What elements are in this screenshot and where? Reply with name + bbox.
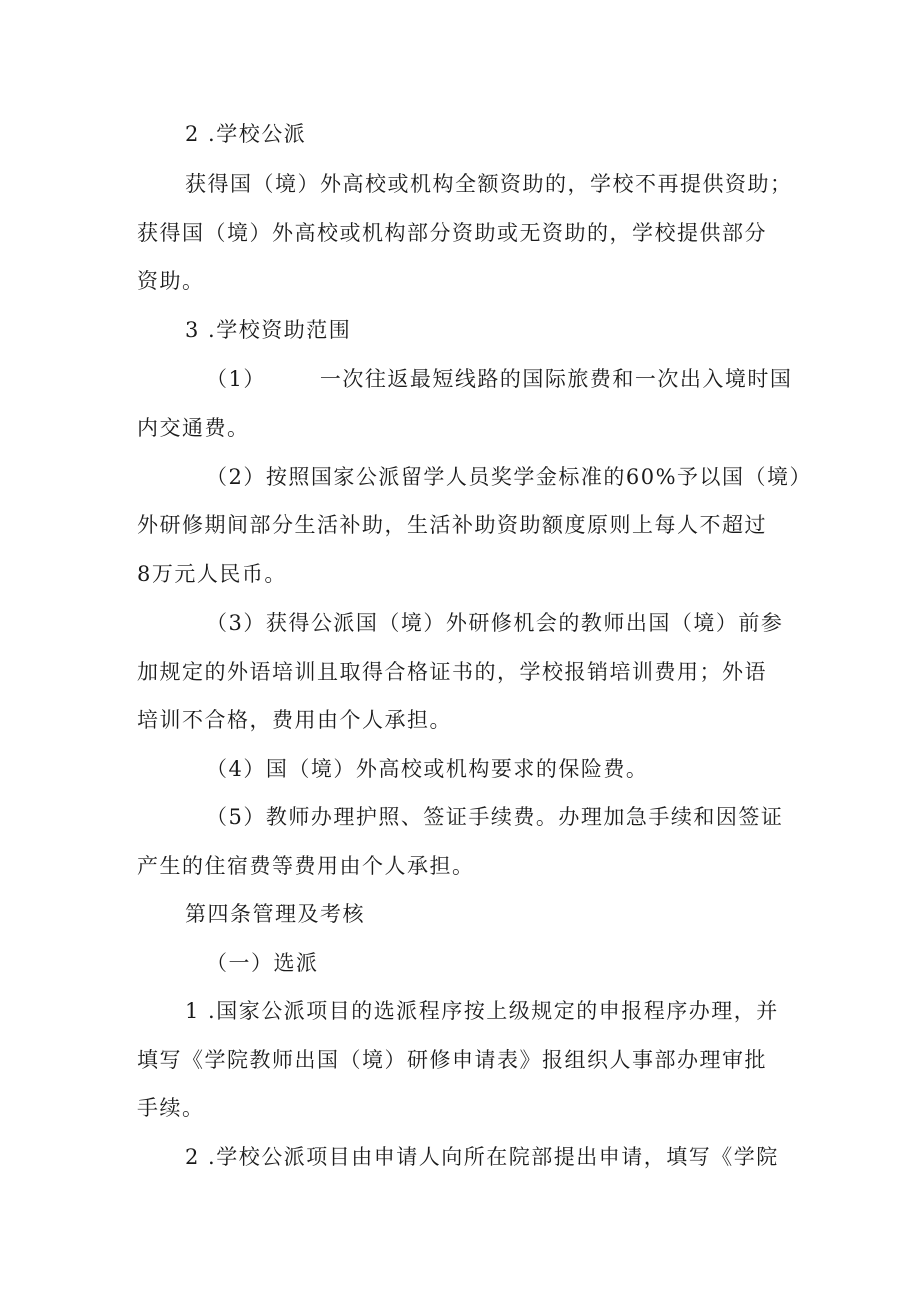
paragraph-line: 1 .国家公派项目的选派程序按上级规定的申报程序办理，并 (185, 999, 779, 1023)
section-heading-funding-scope: 3 .学校资助范围 (185, 318, 352, 342)
paragraph-line: 2 .学校公派项目由申请人向所在院部提出申请，填写《学院 (185, 1145, 779, 1169)
paragraph-line: 加规定的外语培训且取得合格证书的，学校报销培训费用；外语 (137, 660, 767, 684)
paragraph-line: 获得国（境）外高校或机构全额资助的，学校不再提供资助； (185, 172, 793, 196)
subsection-heading-selection: （一）选派 (206, 951, 319, 975)
paragraph-line: 8万元人民币。 (137, 562, 287, 586)
list-item-text: 一次往返最短线路的国际旅费和一次出入境时国 (319, 367, 793, 391)
list-item-4: （4）国（境）外高校或机构要求的保险费。 (206, 757, 649, 781)
paragraph-line: 培训不合格，费用由个人承担。 (137, 708, 452, 732)
list-item-5: （5）教师办理护照、签证手续费。办理加急手续和因签证 (206, 805, 784, 829)
paragraph-line: 产生的住宿费等费用由个人承担。 (137, 854, 475, 878)
paragraph-line: 手续。 (137, 1096, 205, 1120)
paragraph-line: 资助。 (137, 269, 205, 293)
list-marker: （1） (206, 367, 266, 391)
paragraph-line: 内交通费。 (137, 416, 250, 440)
list-item-2: （2）按照国家公派留学人员奖学金标准的60%予以国（境） (206, 465, 813, 489)
list-item-3: （3）获得公派国（境）外研修机会的教师出国（境）前参 (206, 611, 784, 635)
paragraph-line: 外研修期间部分生活补助，生活补助资助额度原则上每人不超过 (137, 513, 767, 537)
paragraph-line: 填写《学院教师出国（境）研修申请表》报组织人事部办理审批 (137, 1048, 767, 1072)
section-heading-school-dispatch: 2 .学校公派 (185, 122, 307, 146)
article-heading-management: 第四条管理及考核 (185, 902, 365, 926)
list-item-1 (206, 367, 792, 391)
paragraph-line: 获得国（境）外高校或机构部分资助或无资助的，学校提供部分 (137, 221, 767, 245)
